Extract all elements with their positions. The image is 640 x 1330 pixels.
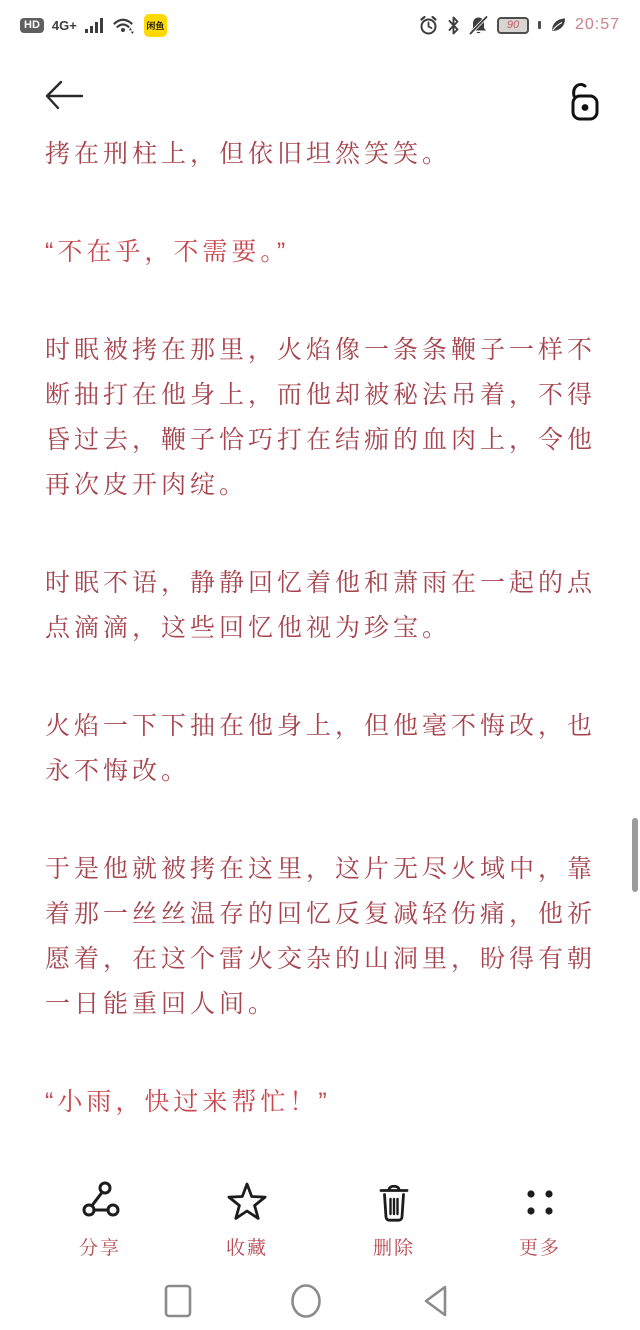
text-line: 一日能重回人间。 (45, 990, 278, 1018)
text-line: “小雨，快过来帮忙！” (45, 1088, 331, 1116)
wifi-icon (112, 15, 136, 35)
text-line: 断抽打在他身上，而他却被秘法吊着，不得 (45, 381, 597, 409)
text-line: 时眠被拷在那里，火焰像一条条鞭子一样不 (45, 336, 597, 364)
note-content (45, 132, 612, 1178)
alarm-icon (418, 15, 439, 36)
delete-button[interactable] (372, 1176, 416, 1264)
more-dots-icon (518, 1180, 562, 1224)
text-line: 点滴滴，这些回忆他视为珍宝。 (45, 614, 452, 642)
hd-badge: HD (20, 18, 44, 33)
text-line: 拷在刑柱上，但依旧坦然笑笑。 (45, 140, 452, 168)
paragraph (45, 561, 612, 651)
paragraph (45, 132, 612, 177)
unlock-icon (564, 78, 604, 124)
status-bar-right (418, 15, 620, 36)
text-line: “不在乎，不需要。” (45, 238, 290, 266)
share-label: 分享 (78, 1238, 121, 1259)
recents-square-icon (163, 1283, 193, 1319)
text-line: 愿着，在这个雷火交杂的山洞里，盼得有朝 (45, 945, 597, 973)
status-bar-left (20, 14, 167, 37)
text-line: 时眠不语，静静回忆着他和萧雨在一起的点 (45, 569, 597, 597)
status-bar (0, 0, 640, 50)
top-app-bar (0, 62, 640, 128)
share-button[interactable] (78, 1176, 122, 1264)
battery-tip (538, 21, 541, 29)
text-line: 火焰一下下抽在他身上，但他毫不悔改，也 (45, 712, 597, 740)
paragraph (45, 847, 612, 1027)
text-line: 昏过去，鞭子恰巧打在结痂的血肉上，令他 (45, 426, 597, 454)
text-line: 再次皮开肉绽。 (45, 471, 249, 499)
back-arrow-icon (40, 76, 86, 116)
bottom-toolbar (0, 1176, 640, 1264)
more-button[interactable] (518, 1176, 562, 1264)
back-button[interactable] (40, 76, 86, 116)
home-circle-icon (289, 1282, 323, 1320)
android-nav-bar (0, 1272, 640, 1330)
paragraph-quote (45, 230, 612, 275)
signal-bars-icon (85, 17, 104, 33)
favorite-label: 收藏 (225, 1238, 268, 1259)
recents-button[interactable] (163, 1283, 193, 1319)
back-nav-button[interactable] (419, 1282, 453, 1320)
scrollbar-thumb[interactable] (632, 818, 638, 892)
xianyu-app-icon: 闲鱼 (144, 14, 167, 37)
delete-label: 删除 (372, 1238, 415, 1259)
back-triangle-icon (419, 1282, 453, 1320)
trash-icon (372, 1180, 416, 1224)
bluetooth-icon (447, 16, 460, 35)
text-line: 于是他就被拷在这里，这片无尽火域中，靠 (45, 855, 597, 883)
paragraph-quote (45, 1080, 612, 1125)
clock-time: 20:57 (574, 16, 620, 33)
star-icon (224, 1180, 270, 1224)
mute-bell-icon (468, 15, 489, 36)
text-line: 着那一丝丝温存的回忆反复减轻伤痛，他祈 (45, 900, 597, 928)
share-nodes-icon (78, 1180, 122, 1224)
text-line: 永不悔改。 (45, 757, 191, 785)
paragraph (45, 704, 612, 794)
paragraph (45, 328, 612, 508)
favorite-button[interactable] (224, 1176, 270, 1264)
home-button[interactable] (289, 1282, 323, 1320)
battery-icon (497, 17, 529, 34)
leaf-icon (549, 16, 567, 34)
battery-percent: 90 (506, 18, 520, 31)
more-label: 更多 (518, 1238, 561, 1259)
lock-toggle-button[interactable] (564, 78, 604, 124)
network-type-label: 4G+ (51, 17, 77, 33)
